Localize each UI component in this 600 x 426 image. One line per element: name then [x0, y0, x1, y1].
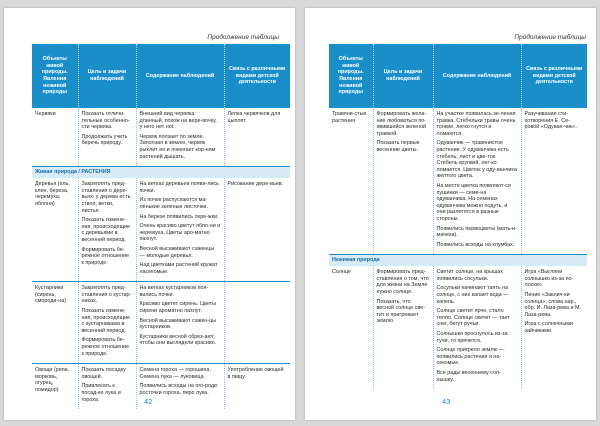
cell-paragraph: На участке появилась зе-леная травка. Стебельки травы очень тонкие, легко гнутся и ломаются.: [436, 111, 516, 137]
section-title: Неживая природа: [329, 255, 587, 267]
cell-paragraph: Весной высаживают саженцы — молодые деревья.: [139, 245, 215, 259]
cell-paragraph: Появились первоцветы (мать-и-мачеха).: [436, 225, 517, 239]
header-activities: Связь с различными видами детской деятельности: [521, 44, 587, 108]
continuation-note: Продолжение таблицы: [514, 34, 586, 41]
cell-paragraph: Очень красиво цветут ябло-ни и черемуха. Цветы аро-матно пахнут.: [139, 223, 221, 243]
cell-content: [433, 266, 521, 389]
cell-paragraph: Сосульки начинают таять на солнце, с них капает вода — капель.: [436, 285, 509, 305]
cell-paragraph: Показать измене-ния, происходящие с деревьями в весенний период.: [81, 217, 131, 243]
page-number: 42: [144, 397, 153, 406]
cell-goals: [373, 266, 433, 389]
header-objects: Объекты живой природы. Явления неживой природы: [329, 44, 373, 108]
cell-activities: [224, 108, 290, 167]
cell-goals: [78, 364, 136, 409]
cell-paragraph: Лепка червячков для цыплят.: [227, 111, 281, 124]
cell-goals: [78, 178, 136, 282]
cell-paragraph: На месте цветка появляют-ся пушинки — семе-на одуванчика. На семенах одуванчика можно подуть, и они разлетятся в разные стороны.: [436, 182, 511, 222]
cell-paragraph: Одуванчик — травянистое растение. У одуванчика есть стебель, лист и цве-ток. Стебель крупкий, лег-ко ломается. Цветок у оду-ванчика желтого цвета.: [436, 140, 517, 180]
observation-table: [329, 44, 587, 389]
cell-paragraph: Игра «Выгляни солнышко из-за по-лоски».: [524, 269, 574, 289]
cell-goals: [78, 108, 136, 167]
cell-paragraph: Кустарники весной обрез-ают, чтобы они выглядели красиво.: [139, 333, 217, 347]
right-page: [305, 8, 596, 420]
cell-goals: [78, 282, 136, 364]
cell-activities: [224, 282, 290, 364]
cell-paragraph: Формировать бе-режное отношение к природе.: [81, 246, 130, 266]
cell-paragraph: На ветках деревьев появи-лись почки.: [139, 181, 219, 194]
cell-paragraph: Формировать бе-режное отношение к природе.: [81, 337, 130, 357]
cell-paragraph: Из почек распускаются ма-ленькие зеленые листочки.: [139, 197, 208, 210]
cell-paragraph: Формировать жела-ние любоваться по-явившейся зеленой травкой.: [376, 111, 427, 137]
header-objects: Объекты живой природы. Явления неживой природы: [32, 44, 78, 108]
cell-paragraph: Продолжать учить беречь природу.: [81, 133, 128, 147]
table-row: [329, 108, 587, 255]
cell-paragraph: Привлекать к посад-ке лука и гороха.: [81, 383, 121, 403]
table-row: [329, 266, 587, 389]
cell-paragraph: Формировать пред-ставления о том, что для жизни на Земле нужно солнце.: [376, 269, 429, 296]
header-content: Содержание наблюдений: [433, 44, 521, 108]
cell-paragraph: Показать отличи-тельные особенно-сти червяка.: [81, 111, 130, 131]
cell-paragraph: Употребление овощей в пищу.: [227, 367, 284, 380]
cell-paragraph: Деревья (ель, клен, береза, черемуха, яблоня): [35, 181, 70, 207]
table-row: [32, 178, 290, 282]
cell-paragraph: Кустарники (сирень, смороди-на): [35, 285, 66, 305]
header-goals: Цель и задачи наблюдений: [373, 44, 433, 108]
cell-paragraph: Семена гороха — горошина. Семена лука — луковица.: [139, 367, 212, 380]
cell-paragraph: Травяни-стые растения: [332, 111, 367, 124]
cell-content: [136, 282, 224, 364]
cell-object: [32, 108, 78, 167]
table-row: [32, 364, 290, 409]
cell-paragraph: На ветках кустарников поя-вились почки.: [139, 285, 209, 298]
table-row: [32, 282, 290, 364]
cell-paragraph: Червяки: [35, 111, 56, 117]
cell-paragraph: Пение «Заклич-ки солнца», слова нар., обр. И. Лаза-рева и М. Лаза-рева.: [524, 292, 581, 318]
page-number: 43: [442, 397, 451, 406]
cell-paragraph: Внешний вид червяка: длинный, похож на вере-вочку, у него нет ног.: [139, 111, 217, 131]
cell-object: [32, 178, 78, 282]
cell-paragraph: Закреплять пред-ставления о дере-вьях: у дерева есть ствол, ветки, листья.: [81, 181, 131, 214]
cell-object: [32, 282, 78, 364]
cell-paragraph: Светит солнце, на крышах появились сосульки.: [436, 269, 503, 282]
cell-paragraph: Овощи (репа, морковь, огурец, помидор): [35, 367, 70, 393]
cell-paragraph: Показать посадку овощей.: [81, 367, 126, 380]
header-row: [329, 44, 587, 108]
cell-paragraph: Солнце пригрело землю — появились растения и на-секомые.: [436, 347, 505, 367]
header-goals: Цель и задачи наблюдений: [78, 44, 136, 108]
cell-paragraph: Все рады весеннему сол-нышку.: [436, 370, 501, 383]
continuation-note: Продолжение таблицы: [207, 34, 279, 41]
header-row: [32, 44, 290, 108]
cell-paragraph: Солнце светит ярче, стало тепло. Солнце светит — тает снег, бегут ручьи.: [436, 308, 510, 328]
cell-activities: [521, 108, 587, 255]
cell-content: [433, 108, 521, 255]
cell-paragraph: Солнце: [332, 269, 351, 276]
cell-paragraph: Над цветками растений кружат насекомые.: [139, 262, 218, 275]
cell-activities: [224, 364, 290, 409]
cell-paragraph: Разучивание сти-хотворения Е. Се-ровой «Одуван-чик».: [524, 111, 577, 131]
cell-paragraph: Солнышко проснулось из-за тучи, то прячется.: [436, 331, 508, 344]
cell-paragraph: Рисование дере-вьев.: [227, 181, 284, 188]
cell-paragraph: Червяк ползает по земле. Заползая в землю, червяк рыхлит ее и помогает кор-ням растений дышать.: [139, 133, 216, 160]
header-activities: Связь с различными видами детской деятельности: [224, 44, 290, 108]
cell-object: [32, 364, 78, 409]
cell-goals: [373, 108, 433, 255]
cell-paragraph: Появились всходы на клумбах.: [436, 241, 515, 248]
cell-paragraph: Весной высаживают сажен-цы кустарников.: [139, 317, 217, 331]
cell-paragraph: Показать измене-ния, происходящие с кустарниками в весенний период.: [81, 308, 131, 334]
cell-paragraph: Появились всходы на ого-роде: росточки гороха, перо лука.: [139, 383, 219, 396]
cell-paragraph: Закреплять пред-ставления о кустар-никах.: [81, 285, 132, 305]
cell-object: [329, 108, 373, 255]
section-title: Живая природа / РАСТЕНИЯ: [32, 167, 290, 179]
cell-paragraph: Красиво цветет сирень. Цветы сирени ароматно пахнут.: [139, 301, 216, 315]
observation-table: [32, 44, 290, 409]
cell-content: [136, 108, 224, 167]
cell-content: [136, 178, 224, 282]
cell-activities: [521, 266, 587, 389]
table-row: [32, 108, 290, 167]
cell-paragraph: На березе появились сере-жки.: [139, 213, 219, 220]
cell-paragraph: Показать первые весенние цветы.: [376, 140, 420, 153]
left-page: [4, 8, 295, 420]
cell-paragraph: Игра с солнечными зайчиками.: [524, 321, 573, 335]
header-content: Содержание наблюдений: [136, 44, 224, 108]
section-header-row: [329, 255, 587, 267]
cell-paragraph: Показать, что весной солнце све-тит и пригревает землю.: [376, 298, 426, 325]
cell-object: [329, 266, 373, 389]
cell-activities: [224, 178, 290, 282]
section-header-row: [32, 167, 290, 179]
